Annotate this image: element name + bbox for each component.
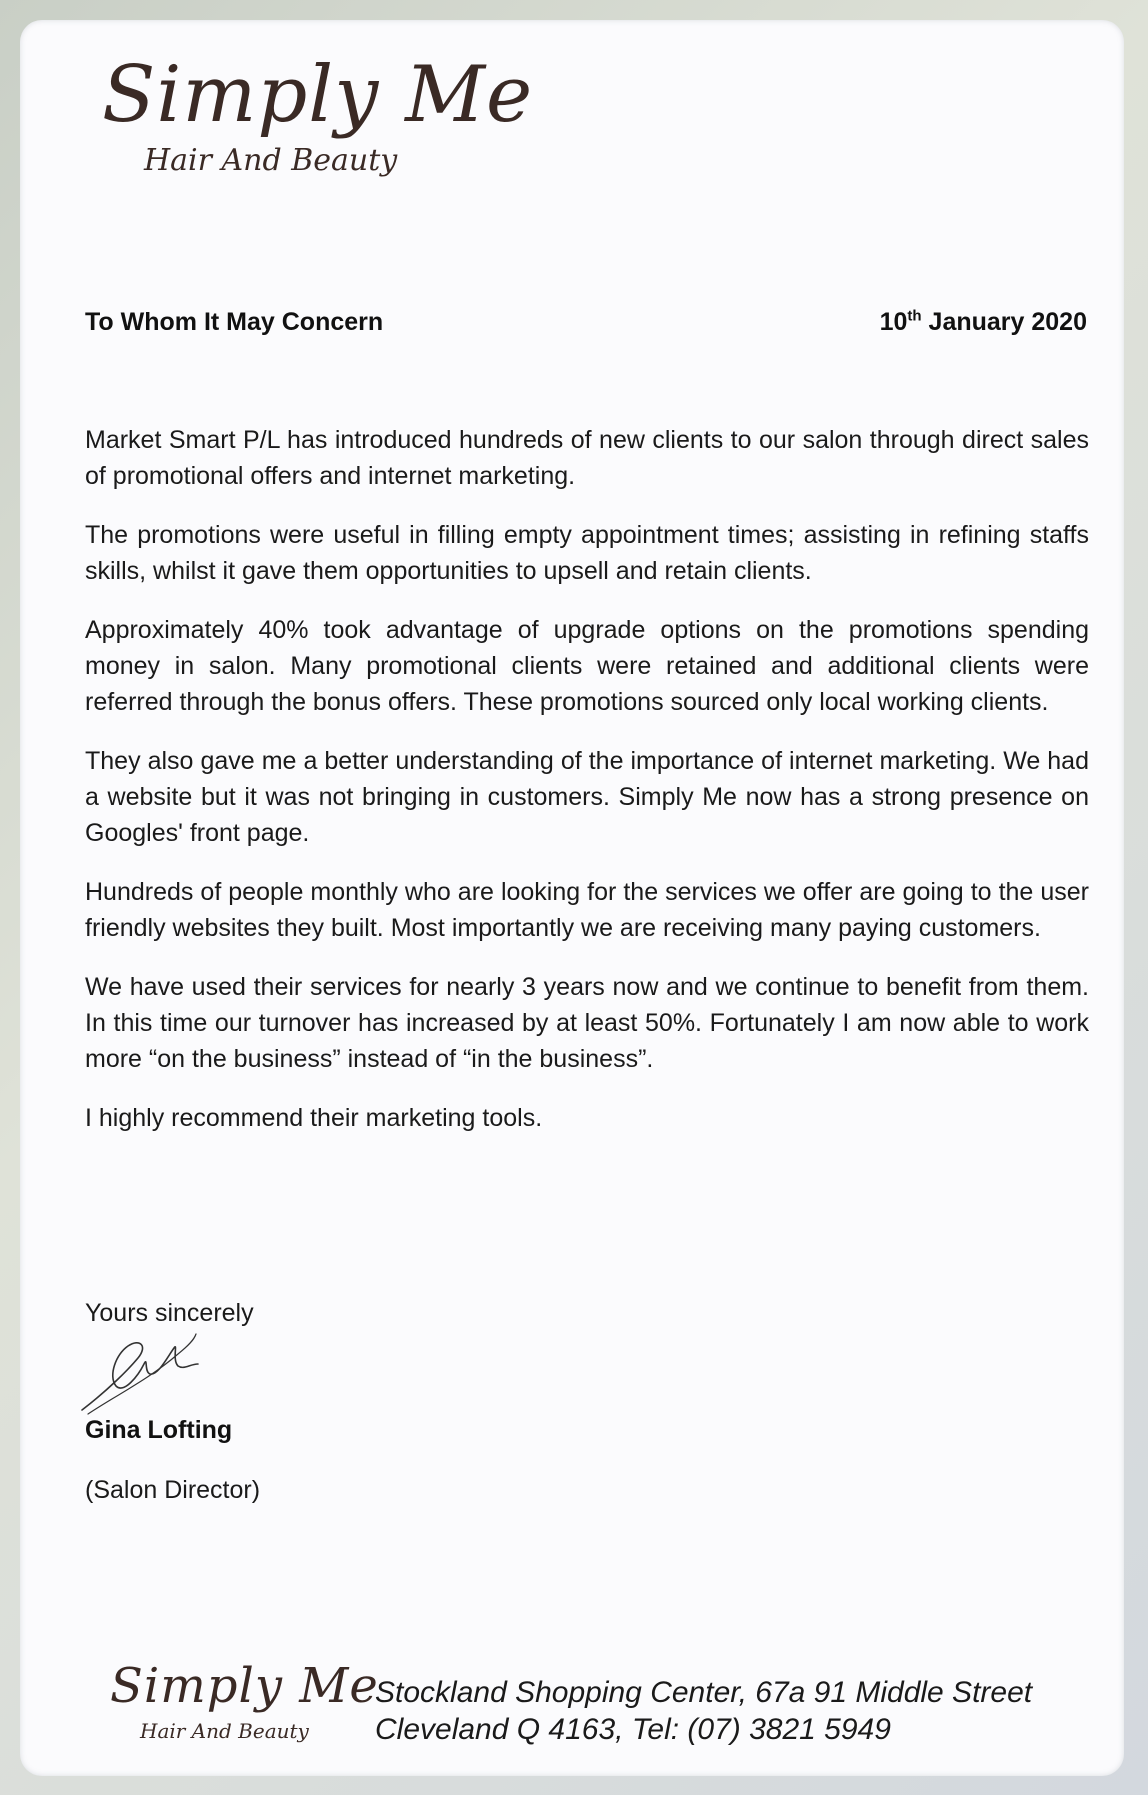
paragraph: Market Smart P/L has introduced hundreds of new clients to our salon through direct sales of promotional offers and internet marketing. [85, 426, 1089, 490]
header-logo-tagline: Hair And Beauty [144, 143, 398, 178]
footer-logo-tagline: Hair And Beauty [140, 1719, 309, 1743]
date-day: 10 [879, 308, 908, 336]
paragraph: Approximately 40% took advantage of upgrade options on the promotions spending money in salon. Many promotional clients were retained and additional clients were referred through the bonus offers. These promotions sourced only local working clients. [85, 616, 1089, 716]
address-line-2: Cleveland Q 4163, Tel: (07) 3821 5949 [375, 1713, 891, 1746]
header-logo-title: Simply Me [102, 50, 534, 140]
paragraph: Hundreds of people monthly who are looking for the services we offer are going to the user friendly websites they built. Most importantly we are receiving many paying customers. [85, 878, 1089, 942]
footer-address [375, 1674, 1032, 1748]
paragraph: They also gave me a better understanding of the importance of internet marketing. We had a website but it was not bringing in customers. Simply Me now has a strong presence on Googles' front page. [85, 747, 1089, 847]
salutation: To Whom It May Concern [85, 308, 384, 336]
footer-logo-title: Simply Me [110, 1658, 379, 1714]
heading-row [85, 308, 1087, 344]
footer-logo [110, 1658, 379, 1744]
letter-body [85, 422, 1089, 1159]
closing: Yours sincerely [85, 1299, 254, 1327]
paragraph: The promotions were useful in filling empty appointment times; assisting in refining staffs skills, whilst it gave them opportunities to upsell and retain clients. [85, 521, 1089, 585]
handwritten-signature [78, 1320, 228, 1420]
signer-title: (Salon Director) [85, 1476, 261, 1504]
address-line-1: Stockland Shopping Center, 67a 91 Middle Street [375, 1676, 1033, 1709]
letter-date [880, 308, 1087, 337]
header-logo [102, 50, 533, 178]
paragraph: We have used their services for nearly 3 years now and we continue to benefit from them. In this time our turnover has increased by at least 50%. Fortunately I am now able to work more “on the business” instead of “in the business”. [85, 973, 1089, 1073]
date-rest: January 2020 [921, 308, 1087, 336]
date-suffix: th [907, 307, 922, 325]
signer-name: Gina Lofting [85, 1416, 233, 1444]
paragraph: I highly recommend their marketing tools. [85, 1104, 543, 1132]
